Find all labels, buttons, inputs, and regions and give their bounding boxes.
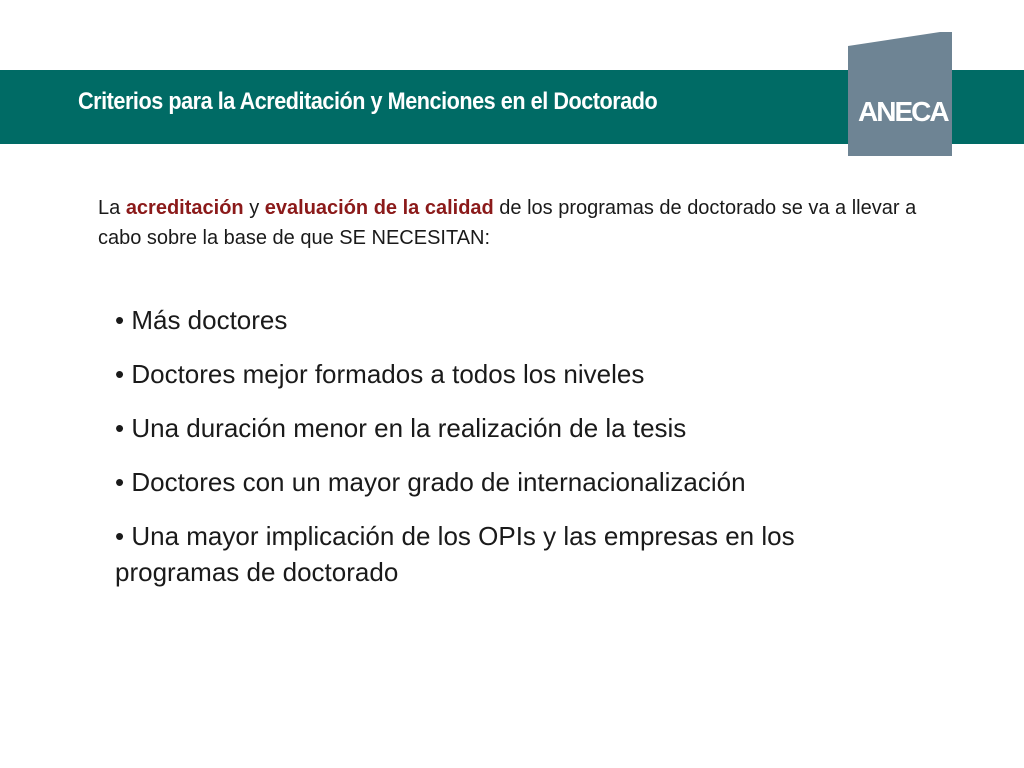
bullet-item: • Doctores con un mayor grado de internacionalización (115, 467, 746, 497)
bullet-item: • Más doctores (115, 305, 288, 335)
intro-paragraph (98, 193, 918, 253)
logo-fold (940, 32, 952, 156)
slide-title: Criterios para la Acreditación y Menciones en el Doctorado (78, 88, 658, 115)
highlight-evaluacion: evaluación de la calidad (264, 197, 494, 219)
intro-text-1: La (98, 197, 126, 219)
highlight-acreditacion: acreditación (125, 197, 244, 219)
logo-notch (848, 32, 940, 46)
aneca-logo-text: ANECA (858, 96, 948, 127)
bullet-list (115, 302, 905, 608)
bullet-item: • Doctores mejor formados a todos los niveles (115, 359, 645, 389)
bullet-item: • Una mayor implicación de los OPIs y las empresas en los programas de doctorado (115, 521, 795, 587)
intro-text-2: y (243, 197, 265, 219)
bullet-item: • Una duración menor en la realización de la tesis (115, 413, 687, 443)
intro-text-3: de los programas de doctorado se va a llevar a cabo sobre la base de que SE NECESITAN: (98, 197, 917, 249)
